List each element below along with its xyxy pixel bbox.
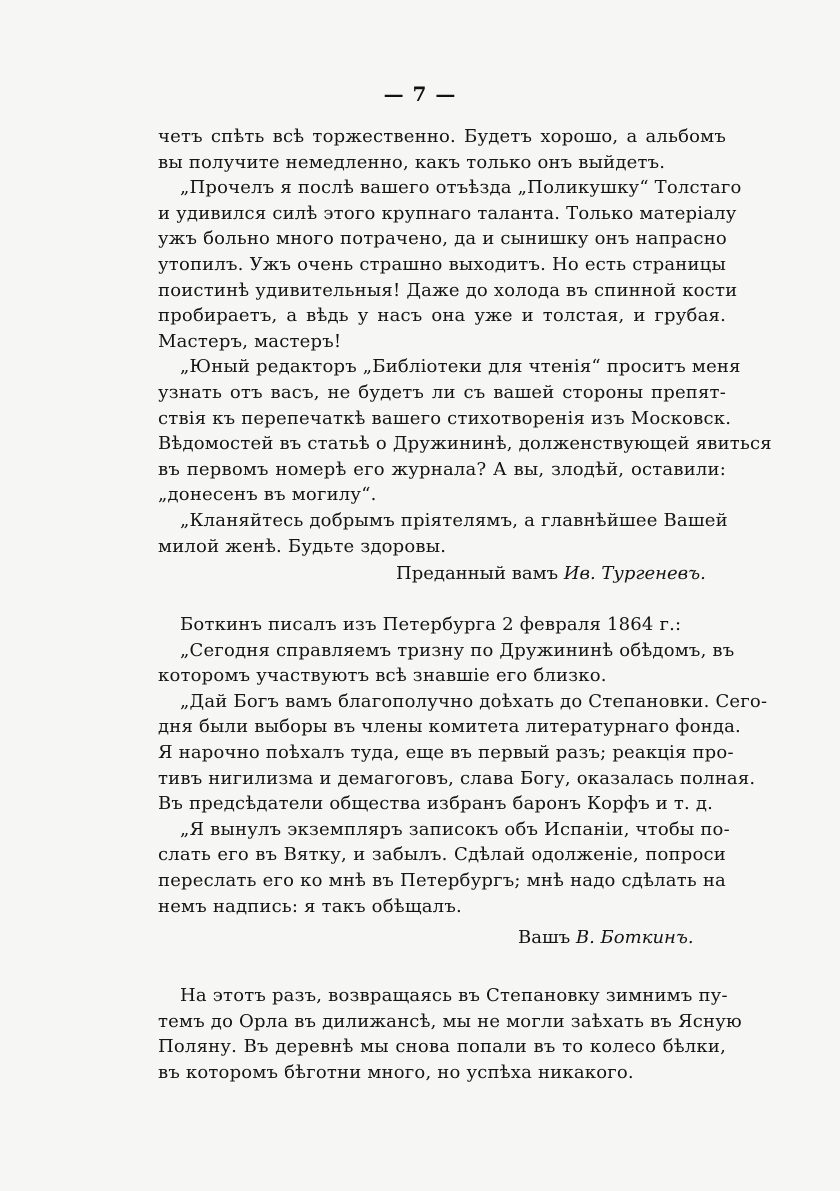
- text-line: переслать его ко мнѣ въ Петербургъ; мнѣ надо сдѣлать на: [158, 869, 726, 891]
- text-line: въ первомъ номерѣ его журнала? А вы, злодѣй, оставили:: [158, 458, 726, 480]
- signature-name: В. Боткинъ.: [575, 927, 694, 948]
- text-line: утопилъ. Ужъ очень страшно выходитъ. Но есть страницы: [158, 253, 726, 275]
- text-line: въ которомъ бѣготни много, но успѣха никакого.: [158, 1061, 634, 1083]
- text-line: вы получите немедленно, какъ только онъ выйдетъ.: [158, 151, 666, 173]
- page-number: — 7 —: [383, 82, 457, 106]
- text-line: Я нарочно поѣхалъ туда, еще въ первый разъ; реакція про-: [158, 741, 734, 763]
- text-line: „Я вынулъ экземпляръ записокъ объ Испаніи, чтобы по-: [180, 818, 730, 840]
- text-line: Мастеръ, мастеръ!: [158, 330, 342, 352]
- signature-name: Ив. Тургеневъ.: [563, 563, 706, 584]
- text-line: Боткинъ писалъ изъ Петербурга 2 февраля 1864 г.:: [180, 614, 682, 635]
- text-line: „Кланяйтесь добрымъ пріятелямъ, а главнѣйшее Вашей: [180, 509, 728, 531]
- signature-turgenev: [396, 563, 706, 584]
- text-line: тивъ нигилизма и демагоговъ, слава Богу, оказалась полная.: [158, 767, 756, 789]
- text-line: поистинѣ удивительныя! Даже до холода въ спинной кости: [158, 279, 738, 301]
- signature-prefix: Преданный вамъ: [396, 563, 559, 584]
- text-line: Въ предсѣдатели общества избранъ баронъ Корфъ и т. д.: [158, 793, 714, 815]
- text-line: темъ до Орла въ дилижансѣ, мы не могли заѣхать въ Ясную: [158, 1010, 742, 1032]
- signature-botkin: [518, 927, 694, 948]
- text-line: слать его въ Вятку, и забылъ. Сдѣлай одолженіе, попроси: [158, 844, 726, 866]
- text-line: ужъ больно много потрачено, да и сынишку онъ напрасно: [158, 228, 727, 250]
- text-line: милой женѣ. Будьте здоровы.: [158, 535, 447, 557]
- text-line: немъ надпись: я такъ обѣщалъ.: [158, 895, 462, 917]
- text-line: На этотъ разъ, возвращаясь въ Степановку зимнимъ пу-: [180, 985, 728, 1006]
- text-line: „донесенъ въ могилу“.: [158, 484, 377, 506]
- narrative-paragraph: [158, 983, 742, 1085]
- text-line: и удивился силѣ этого крупнаго таланта. Только матеріалу: [158, 202, 737, 224]
- text-line: ствія къ перепечаткѣ вашего стихотворенія изъ Московск.: [158, 407, 732, 429]
- letter-turgenev: [158, 124, 772, 559]
- letter-botkin: [158, 612, 768, 919]
- text-line: пробираетъ, а вѣдь у насъ она уже и толстая, и грубая.: [158, 305, 726, 327]
- text-line: „Юный редакторъ „Библіотеки для чтенія“ проситъ меня: [180, 356, 741, 378]
- text-line: „Прочелъ я послѣ вашего отъѣзда „Поликушку“ Толстаго: [180, 177, 742, 199]
- text-line: четъ спѣть всѣ торжественно. Будетъ хорошо, а альбомъ: [158, 126, 726, 147]
- text-line: „Сегодня справляемъ тризну по Дружининѣ обѣдомъ, въ: [180, 639, 735, 661]
- text-line: которомъ участвуютъ всѣ знавшіе его близко.: [158, 665, 607, 687]
- text-line: „Дай Богъ вамъ благополучно доѣхать до Степановки. Сего-: [180, 690, 768, 712]
- text-line: узнать отъ васъ, не будетъ ли съ вашей стороны препят-: [158, 381, 726, 403]
- text-line: дня были выборы въ члены комитета литературнаго фонда.: [158, 716, 741, 738]
- text-line: Вѣдомостей въ статьѣ о Дружининѣ, долженствующей явиться: [158, 433, 772, 455]
- signature-prefix: Вашъ: [518, 927, 571, 948]
- text-line: Поляну. Въ деревнѣ мы снова попали въ то колесо бѣлки,: [158, 1036, 726, 1058]
